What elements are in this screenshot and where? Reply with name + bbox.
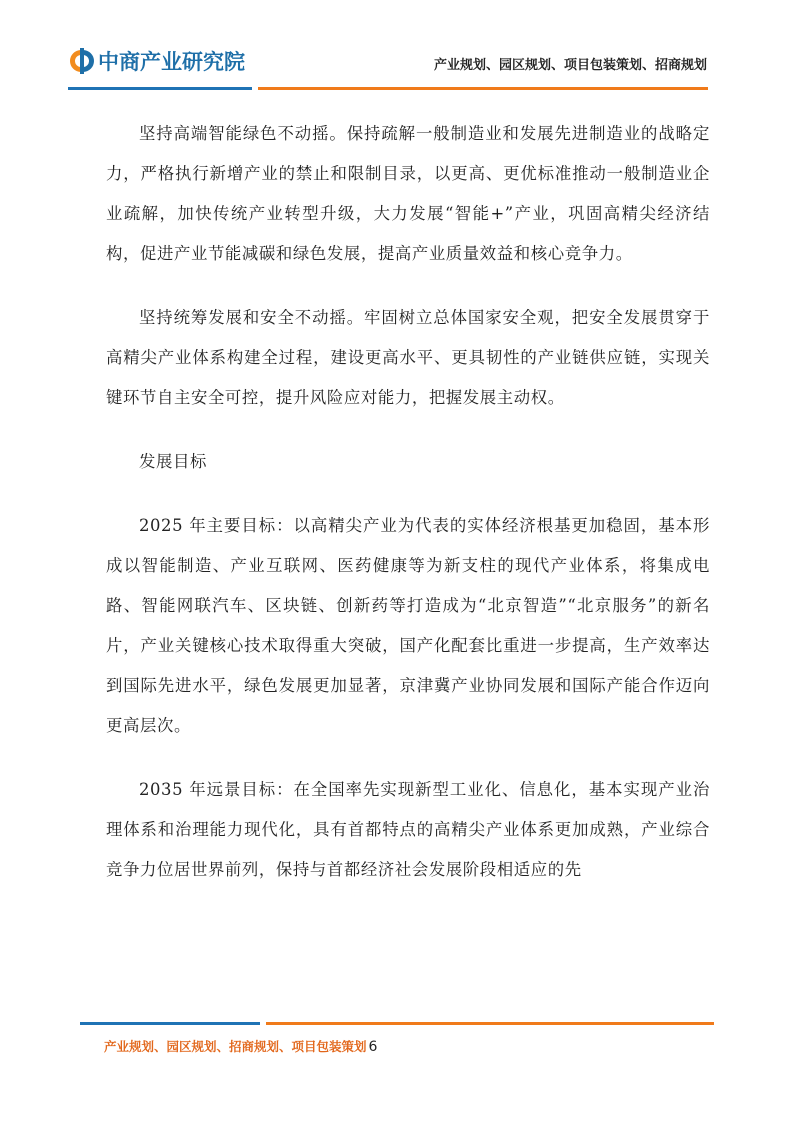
document-body [106, 114, 710, 914]
header-rule-orange [258, 87, 708, 90]
logo-text: 中商产业研究院 [98, 50, 245, 74]
header-rule-blue [68, 87, 252, 90]
company-logo [68, 44, 245, 78]
footer-rule-blue [80, 1022, 260, 1025]
footer-rule-orange [266, 1022, 714, 1025]
footer-tagline: 产业规划、园区规划、招商规划、项目包装策划 [104, 1039, 367, 1054]
header-tagline: 产业规划、园区规划、项目包装策划、招商规划 [433, 58, 707, 73]
paragraph: 坚持高端智能绿色不动摇。保持疏解一般制造业和发展先进制造业的战略定力，严格执行新增产业的禁止和限制目录，以更高、更优标准推动一般制造业企业疏解，加快传统产业转型升级，大力发展“智能+”产业，巩固高精尖经济结构，促进产业节能减碳和绿色发展，提高产业质量效益和核心竞争力。 [106, 124, 710, 263]
page-number: 6 [368, 1039, 378, 1055]
paragraph: 坚持统筹发展和安全不动摇。牢固树立总体国家安全观，把安全发展贯穿于高精尖产业体系构建全过程，建设更高水平、更具韧性的产业链供应链，实现关键环节自主安全可控，提升风险应对能力，把握发展主动权。 [106, 308, 710, 407]
paragraph: 2025 年主要目标：以高精尖产业为代表的实体经济根基更加稳固，基本形成以智能制造、产业互联网、医药健康等为新支柱的现代产业体系，将集成电路、智能网联汽车、区块链、创新药等打造成为“北京智造”“北京服务”的新名片，产业关键核心技术取得重大突破，国产化配套比重进一步提高，生产效率达到国际先进水平，绿色发展更加显著，京津冀产业协同发展和国际产能合作迈向更高层次。 [106, 516, 710, 735]
logo-mark-icon [68, 48, 94, 74]
section-heading: 发展目标 [139, 452, 207, 471]
paragraph: 2035 年远景目标：在全国率先实现新型工业化、信息化，基本实现产业治理体系和治理能力现代化，具有首都特点的高精尖产业体系更加成熟，产业综合竞争力位居世界前列，保持与首都经济社会发展阶段相适应的先 [106, 780, 710, 879]
footer [104, 1037, 377, 1055]
